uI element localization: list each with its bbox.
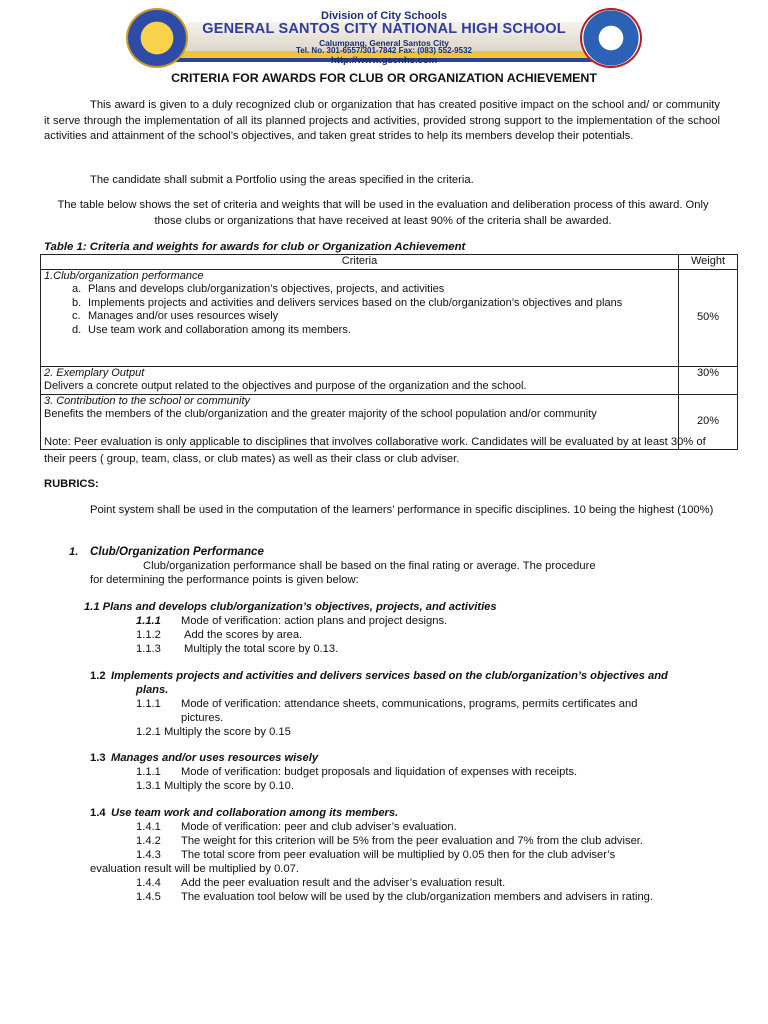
school-contact: Tel. No. 301-6557/301-7842 Fax: (083) 552-9532 (296, 46, 472, 55)
list-item: d. Use team work and collaboration among its members. (72, 323, 351, 336)
item-text: The total score from peer evaluation will be multiplied by 0.05 then for the club adviser’s (181, 849, 616, 861)
item-number: 1.1.3 (136, 643, 161, 655)
item-number: 1.4.5 (136, 891, 161, 903)
portfolio-paragraph: The candidate shall submit a Portfolio using the areas specified in the criteria. (90, 174, 474, 186)
item-number: 1.1.1 (136, 766, 161, 778)
list-item: c. Manages and/or uses resources wisely (72, 310, 279, 323)
school-website: http://www.gscnhs.com (330, 55, 438, 66)
note-paragraph: Note: Peer evaluation is only applicable to disciplines that involves collaborative work. Candidates will be evaluated by at least 30% of their peers ( group, team, class, or club mates) as well as their class or club adviser. (44, 436, 706, 465)
item-number: 1.1.1 (136, 615, 161, 627)
item-number: 1.1.1 (136, 698, 161, 710)
subsection-number: 1.4 (90, 807, 106, 819)
page-title: CRITERIA FOR AWARDS FOR CLUB OR ORGANIZATION ACHIEVEMENT (171, 71, 597, 85)
item-text: Mode of verification: budget proposals and liquidation of expenses with receipts. (181, 766, 578, 778)
school-header-banner (126, 8, 642, 64)
table-row (41, 269, 738, 366)
item-number: 1.4.3 (136, 849, 161, 861)
table-intro-paragraph: The table below shows the set of criteria and weights that will be used in the evaluation and deliberation process of this award. Only those clubs or organizations that have received at least 90% of the criteria shall be awarded. (57, 199, 709, 227)
item-text: Add the peer evaluation result and the adviser’s evaluation result. (181, 877, 506, 889)
criteria-table (40, 254, 738, 450)
item-text: 1.3.1 Multiply the score by 0.10. (136, 780, 294, 792)
item-number: 1.1.2 (136, 629, 161, 641)
criterion-heading: 3. Contribution to the school or community (44, 394, 251, 407)
rubrics-intro: Point system shall be used in the computation of the learners’ performance in specific disciplines. 10 being the highest (100%) (90, 504, 714, 516)
item-text: pictures. (181, 712, 224, 724)
subsection-heading: Implements projects and activities and delivers services based on the club/organization’s objectives and (111, 670, 668, 682)
subsection-number: 1.2 (90, 670, 106, 682)
subsection-heading: Manages and/or uses resources wisely (111, 752, 319, 764)
item-number: 1.4.4 (136, 877, 161, 889)
item-text: The evaluation tool below will be used by the club/organization members and advisers in rating. (181, 891, 654, 903)
intro-paragraph: This award is given to a duly recognized club or organization that has created positive impact on the school and/ or community it serve through the implementation of all its planned projects and activities, provided strong support to the implementation of the school activities and attainment of the school’s objectives, and taken great strides to help its members develop their potentials. (44, 99, 720, 142)
item-number: 1.4.2 (136, 835, 161, 847)
subsection-heading: plans. (136, 684, 169, 696)
table-header-row (41, 255, 738, 270)
division-name: Division of City Schools (321, 10, 447, 22)
weight-header: Weight (679, 255, 738, 270)
item-text: The weight for this criterion will be 5% from the peer evaluation and 7% from the club adviser. (181, 835, 644, 847)
section-desc: Club/organization performance shall be based on the final rating or average. The procedure (143, 560, 596, 572)
item-text: evaluation result will be multiplied by 0.07. (90, 863, 299, 875)
list-item: a. Plans and develops club/organization’s objectives, projects, and activities (72, 283, 445, 296)
item-text: Mode of verification: peer and club adviser’s evaluation. (181, 821, 457, 833)
weight-value: 50% (679, 269, 738, 366)
subsection-heading: Use team work and collaboration among its members. (111, 807, 399, 819)
subsection-heading: 1.1 Plans and develops club/organization’s objectives, projects, and activities (84, 601, 497, 613)
subsection-number: 1.3 (90, 752, 106, 764)
section-desc: for determining the performance points is given below: (90, 574, 359, 586)
criterion-heading: 2. Exemplary Output (44, 366, 145, 379)
item-text: 1.2.1 Multiply the score by 0.15 (136, 726, 291, 738)
criterion-body: Delivers a concrete output related to the objectives and purpose of the organization and the school. (44, 380, 527, 393)
criterion-list (44, 283, 675, 337)
list-item: b. Implements projects and activities and delivers services based on the club/organization’s objectives and plans (72, 296, 623, 309)
section-number: 1. (69, 546, 79, 558)
table-row (41, 366, 738, 394)
item-number: 1.4.1 (136, 821, 161, 833)
rubrics-label: RUBRICS: (44, 478, 99, 490)
criterion-body: Benefits the members of the club/organization and the greater majority of the school population and/or community (44, 408, 597, 421)
item-text: Mode of verification: action plans and project designs. (181, 615, 448, 627)
item-text: Mode of verification: attendance sheets, communications, programs, permits certificates and (181, 698, 638, 710)
table-caption: Table 1: Criteria and weights for awards for club or Organization Achievement (44, 241, 466, 253)
weight-value: 30% (679, 366, 738, 394)
criteria-header: Criteria (41, 255, 679, 270)
criterion-heading: 1.Club/organization performance (44, 269, 204, 282)
item-text: Multiply the total score by 0.13. (184, 643, 339, 655)
school-address: Calumpang, General Santos City (319, 38, 449, 48)
section-title: Club/Organization Performance (90, 545, 264, 558)
school-name: GENERAL SANTOS CITY NATIONAL HIGH SCHOOL (202, 21, 566, 37)
weight-value: 20% (679, 394, 738, 449)
item-text: Add the scores by area. (184, 629, 303, 641)
